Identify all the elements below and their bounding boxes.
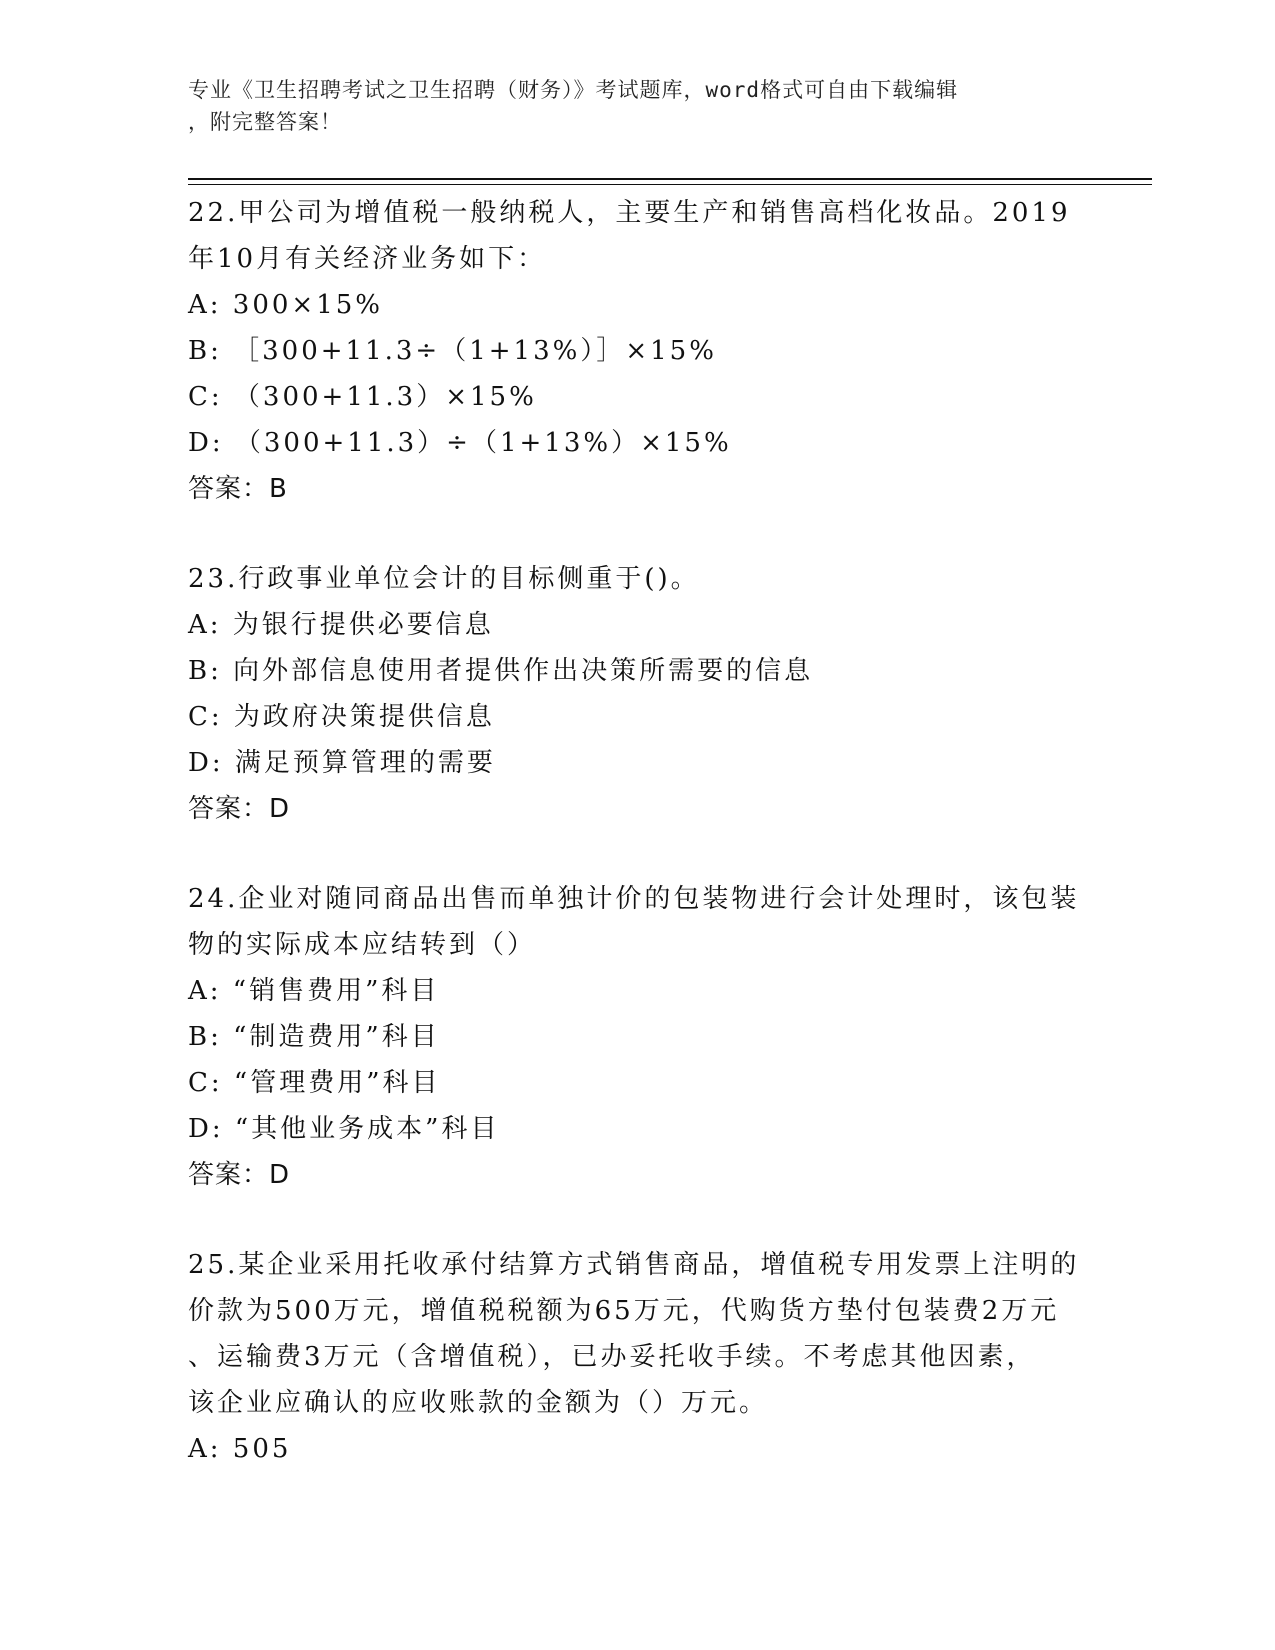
option-d: D: （300+11.3）÷（1+13%）×15% [188, 428, 732, 458]
option-b: B: 向外部信息使用者提供作出决策所需要的信息 [188, 656, 814, 686]
header-divider-thin [188, 184, 1152, 185]
question-stem-line: 24.企业对随同商品出售而单独计价的包装物进行会计处理时，该包装 [188, 884, 1080, 914]
question-stem-line: 该企业应确认的应收账款的金额为（）万元。 [188, 1388, 769, 1418]
question-stem-line: 25.某企业采用托收承付结算方式销售商品，增值税专用发票上注明的 [188, 1250, 1080, 1280]
option-a: A: 505 [188, 1434, 292, 1464]
option-c: C: 为政府决策提供信息 [188, 702, 495, 732]
question-stem-line: 22.甲公司为增值税一般纳税人，主要生产和销售高档化妆品。2019 [188, 198, 1071, 228]
question-stem-line: 、运输费3万元（含增值税），已办妥托收手续。不考虑其他因素， [188, 1342, 1036, 1372]
option-c: C: “管理费用”科目 [188, 1068, 441, 1098]
document-header [188, 74, 1068, 138]
header-divider-thick [188, 178, 1152, 180]
question-stem-line: 物的实际成本应结转到（） [188, 930, 537, 960]
option-c: C: （300+11.3）×15% [188, 382, 537, 412]
question-stem-line: 年10月有关经济业务如下： [188, 244, 547, 274]
option-b: B: ［300+11.3÷（1+13%）］×15% [188, 336, 717, 366]
question-list [188, 190, 1088, 1516]
option-a: A: 为银行提供必要信息 [188, 610, 494, 640]
option-d: D: 满足预算管理的需要 [188, 748, 496, 778]
option-a: A: “销售费用”科目 [188, 976, 440, 1006]
question-22 [188, 190, 1088, 512]
header-line-1: 专业《卫生招聘考试之卫生招聘（财务）》考试题库，word格式可自由下载编辑 [188, 78, 959, 102]
question-stem-line: 23.行政事业单位会计的目标侧重于()。 [188, 564, 700, 594]
answer: 答案：D [188, 794, 291, 824]
answer: 答案：D [188, 1160, 291, 1190]
question-24 [188, 876, 1088, 1198]
option-a: A: 300×15% [188, 290, 384, 320]
question-stem-line: 价款为500万元，增值税税额为65万元，代购货方垫付包装费2万元 [188, 1296, 1060, 1326]
option-d: D: “其他业务成本”科目 [188, 1114, 500, 1144]
header-line-2: ，附完整答案！ [188, 110, 342, 134]
question-23 [188, 556, 1088, 832]
answer: 答案：B [188, 474, 288, 504]
question-25 [188, 1242, 1088, 1472]
option-b: B: “制造费用”科目 [188, 1022, 440, 1052]
